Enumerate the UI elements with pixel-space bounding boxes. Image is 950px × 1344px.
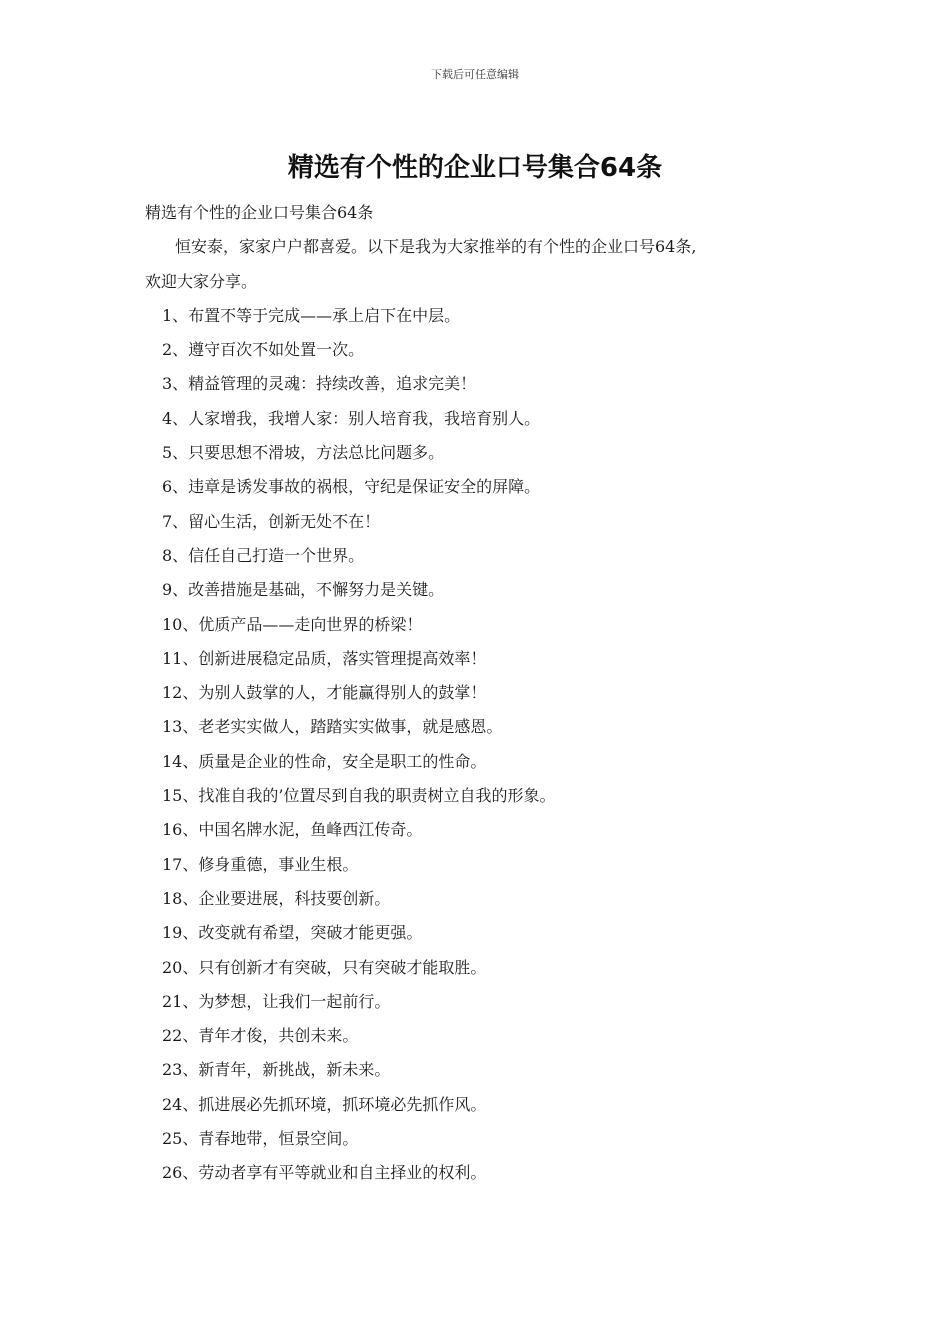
list-item: 10、优质产品——走向世界的桥梁！ (162, 614, 423, 634)
list-item: 11、创新进展稳定品质，落实管理提高效率！ (162, 648, 487, 668)
list-item: 20、只有创新才有突破，只有突破才能取胜。 (162, 957, 487, 977)
list-item: 2、遵守百次不如处置一次。 (162, 340, 365, 360)
list-item: 8、信任自己打造一个世界。 (162, 545, 365, 565)
list-item: 19、改变就有希望，突破才能更强。 (162, 923, 423, 943)
list-item: 3、精益管理的灵魂：持续改善，追求完美！ (162, 374, 477, 394)
list-item: 24、抓进展必先抓环境，抓环境必先抓作风。 (162, 1094, 487, 1114)
list-item: 17、修身重德，事业生根。 (162, 854, 359, 874)
document-title: 精选有个性的企业口号集合64条 (287, 153, 663, 183)
list-item: 14、质量是企业的性命，安全是职工的性命。 (162, 751, 487, 771)
list-item: 13、老老实实做人，踏踏实实做事，就是感恩。 (162, 717, 503, 737)
list-item: 22、青年才俊，共创未来。 (162, 1026, 359, 1046)
list-item: 15、找准自我的’位置尽到自我的职责树立自我的形象。 (162, 786, 556, 806)
list-item: 6、违章是诱发事故的祸根，守纪是保证安全的屏障。 (162, 477, 541, 497)
list-item: 23、新青年，新挑战，新未来。 (162, 1060, 391, 1080)
list-item: 18、企业要进展，科技要创新。 (162, 888, 391, 908)
list-item: 12、为别人鼓掌的人，才能赢得别人的鼓掌！ (162, 683, 487, 703)
list-item: 1、布置不等于完成——承上启下在中层。 (162, 305, 461, 325)
intro-line-2: 欢迎大家分享。 (145, 271, 258, 291)
list-item: 5、只要思想不滑坡，方法总比问题多。 (162, 443, 445, 463)
list-item: 7、留心生活，创新无处不在！ (162, 511, 381, 531)
list-item: 4、人家增我，我增人家：别人培育我，我培育别人。 (162, 408, 541, 428)
list-item: 16、中国名牌水泥，鱼峰西江传奇。 (162, 820, 423, 840)
list-item: 26、劳动者享有平等就业和自主择业的权利。 (162, 1163, 487, 1183)
header-note: 下载后可任意编辑 (431, 68, 519, 81)
intro-line-1: 恒安泰，家家户户都喜爱。以下是我为大家推举的有个性的企业口号64条, (175, 237, 697, 257)
subtitle-line: 精选有个性的企业口号集合64条 (145, 203, 374, 222)
list-item: 9、改善措施是基础，不懈努力是关键。 (162, 580, 445, 600)
list-item: 21、为梦想，让我们一起前行。 (162, 991, 391, 1011)
document-body (145, 196, 810, 1191)
list-item: 25、青春地带，恒景空间。 (162, 1129, 359, 1149)
